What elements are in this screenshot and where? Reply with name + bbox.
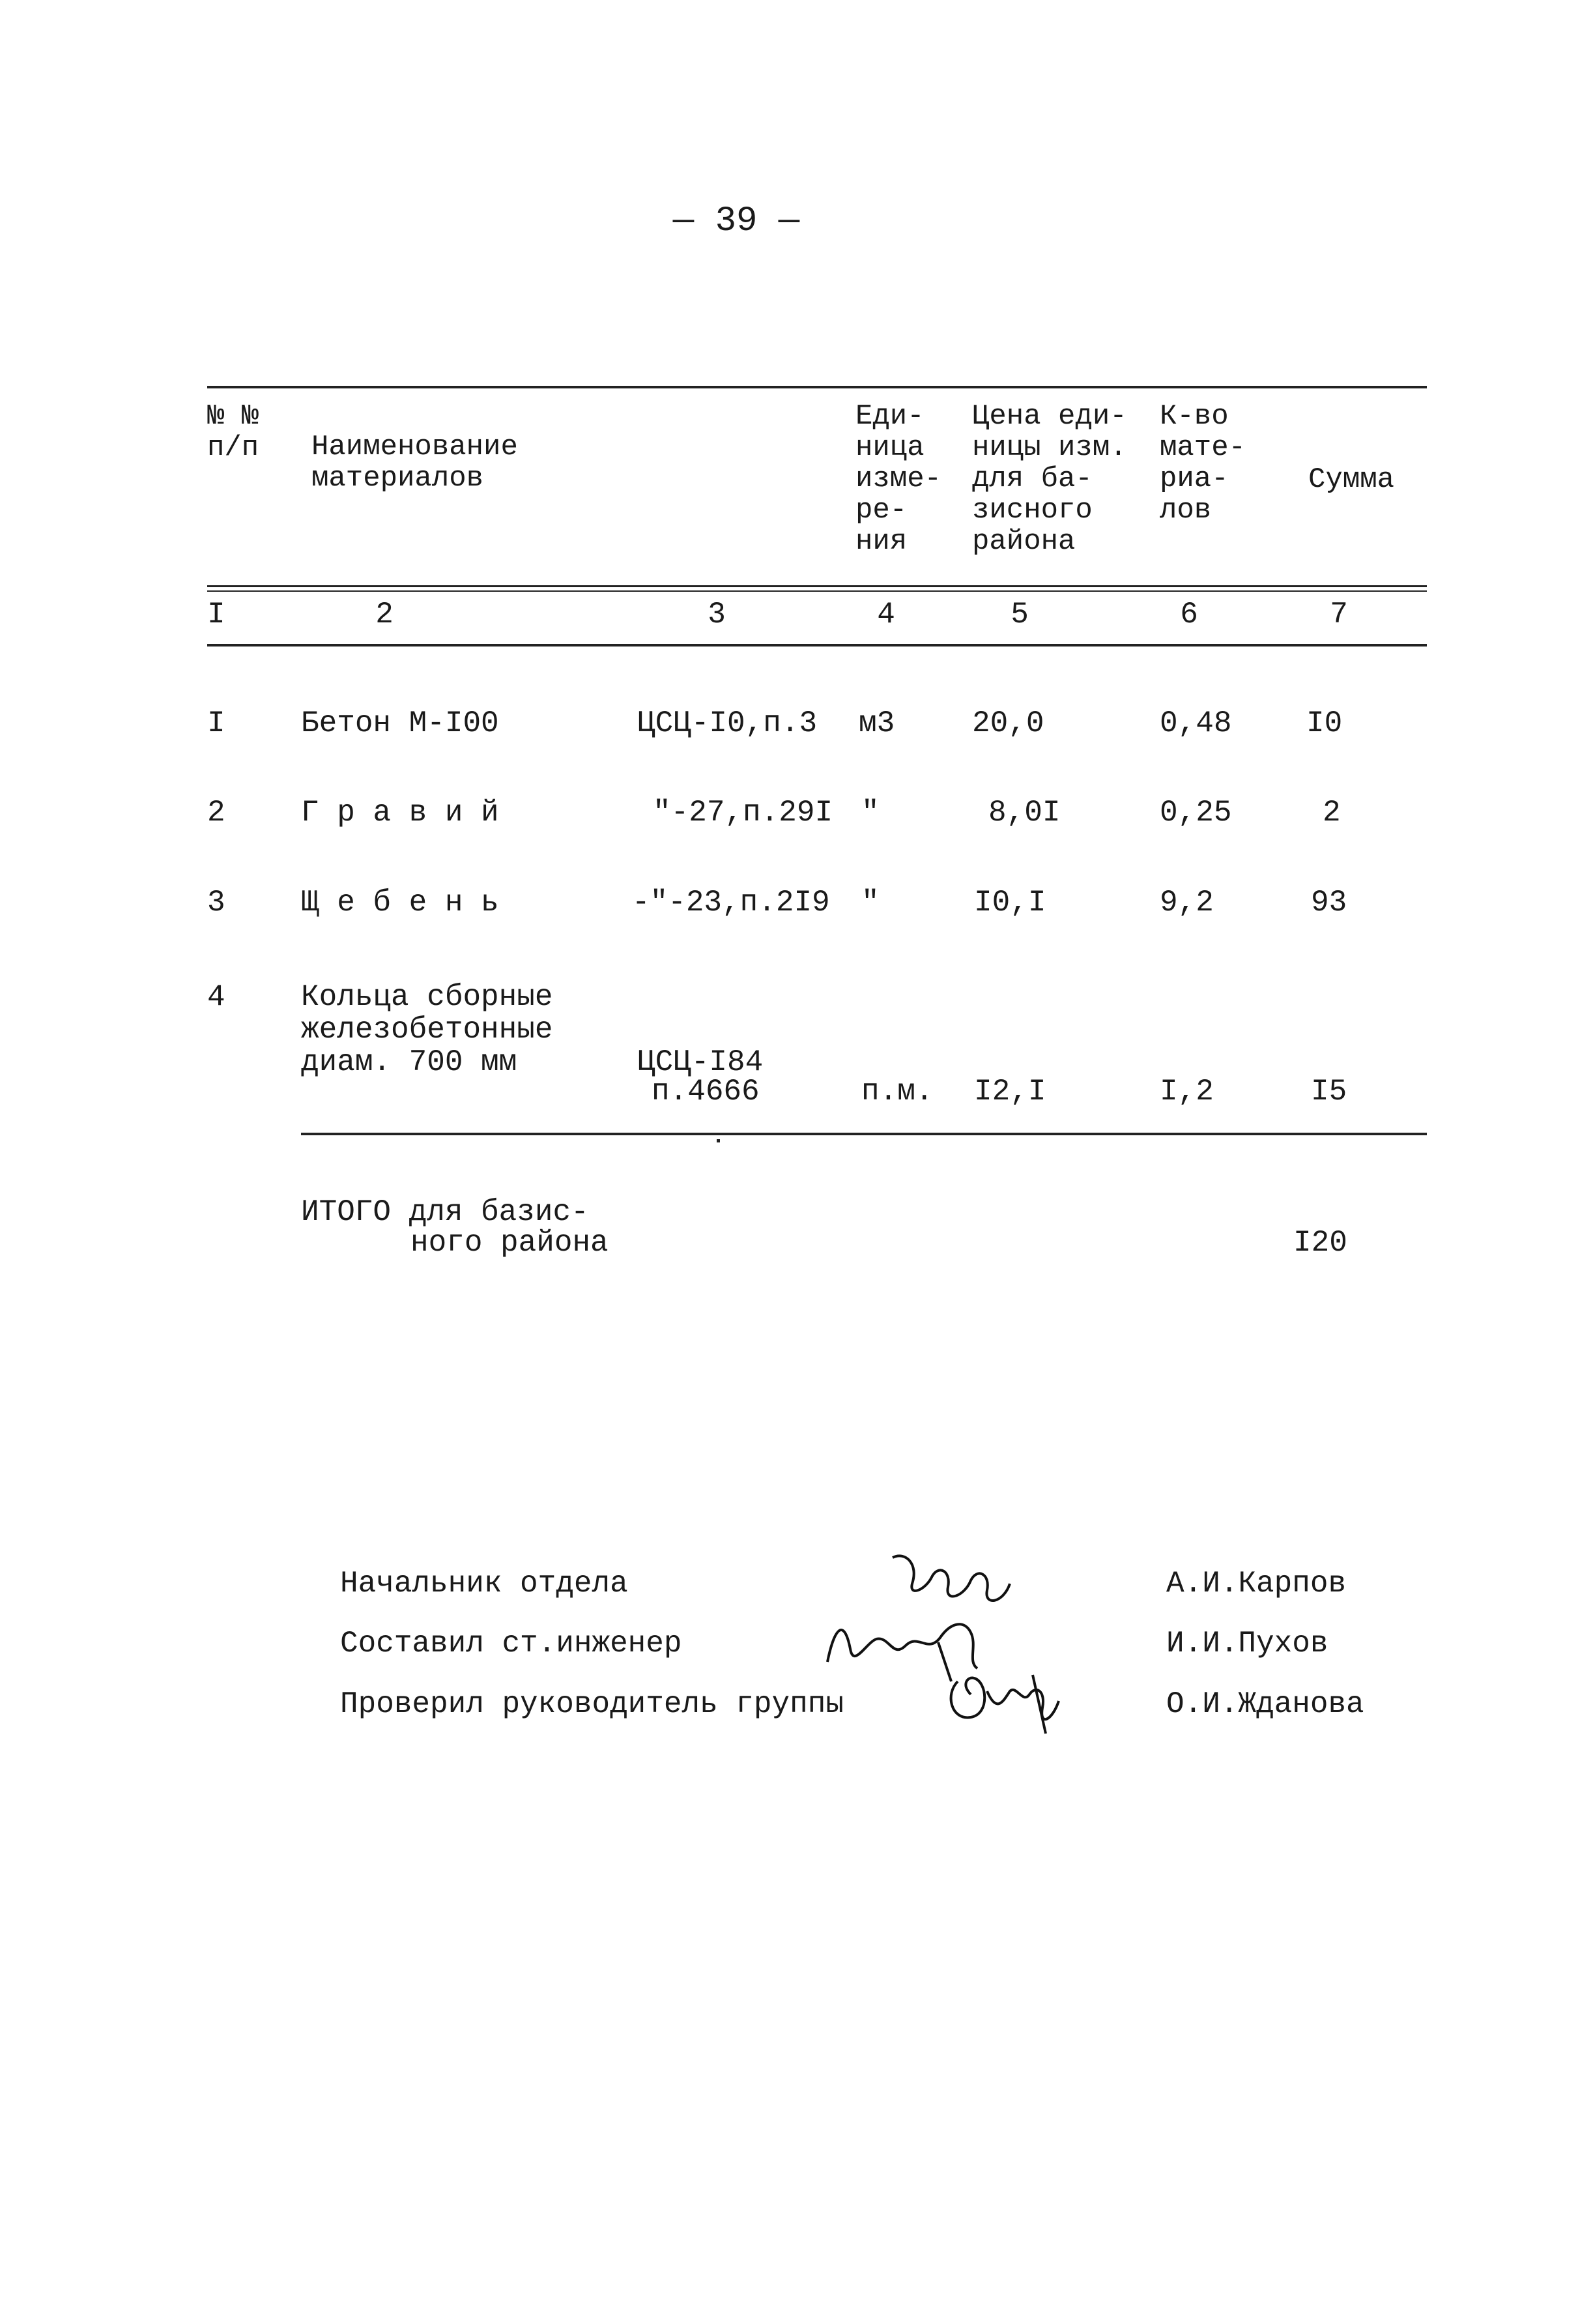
row-2-sum: 2: [1323, 796, 1341, 830]
row-4-price: I2,I: [974, 1075, 1046, 1109]
column-number-rule: [207, 644, 1427, 646]
column-number-4: 4: [877, 598, 895, 632]
signature-name-1: А.И.Карпов: [1166, 1567, 1347, 1601]
row-3-reference: -"-23,п.2I9: [632, 886, 830, 920]
header-rule-2: [207, 590, 1427, 592]
column-number-1: I: [207, 598, 225, 632]
row-4-name-line-1: Кольца сборные: [301, 980, 553, 1014]
header-rule: [207, 585, 1427, 587]
row-3-quantity: 9,2: [1160, 886, 1214, 920]
column-number-6: 6: [1180, 598, 1198, 632]
signature-role-3: Проверил руководитель группы: [340, 1687, 844, 1721]
total-label-line-2: ного района: [410, 1226, 609, 1260]
row-4-name-line-3: диам. 700 мм: [301, 1045, 517, 1079]
row-1-unit: м3: [859, 706, 895, 740]
signature-name-2: И.И.Пухов: [1166, 1627, 1328, 1661]
row-3-name: Щ е б е н ь: [301, 886, 499, 920]
row-3-unit: ": [861, 886, 880, 920]
row-4-number: 4: [207, 980, 225, 1014]
row-1-number: I: [207, 706, 225, 740]
row-4-reference-line-1: ЦСЦ-I84: [637, 1045, 764, 1079]
row-4-quantity: I,2: [1160, 1075, 1214, 1109]
handwritten-signature-3: [938, 1655, 1069, 1740]
row-2-quantity: 0,25: [1160, 796, 1232, 830]
row-2-price: 8,0I: [988, 796, 1061, 830]
total-value: I20: [1293, 1226, 1347, 1260]
header-sum: Сумма: [1308, 463, 1395, 496]
row-3-sum: 93: [1311, 886, 1347, 920]
rule-mark: [717, 1139, 720, 1142]
page-number: — 39 —: [672, 201, 800, 241]
signature-role-1: Начальник отдела: [340, 1567, 628, 1601]
row-1-sum: I0: [1306, 706, 1343, 740]
row-2-reference: "-27,п.29I: [653, 796, 833, 830]
row-1-reference: ЦСЦ-I0,п.3: [637, 706, 818, 740]
row-4-reference-line-2: п.4666: [652, 1075, 760, 1109]
row-2-name: Г р а в и й: [301, 796, 499, 830]
row-1-quantity: 0,48: [1160, 706, 1232, 740]
row-3-number: 3: [207, 886, 225, 920]
row-4-sum: I5: [1311, 1075, 1347, 1109]
table-bottom-rule: [301, 1133, 1427, 1135]
column-number-7: 7: [1330, 598, 1348, 632]
header-name: Наименование материалов: [311, 431, 518, 495]
row-2-unit: ": [861, 796, 880, 830]
row-4-name-line-2: железобетонные: [301, 1013, 553, 1047]
signature-name-3: О.И.Жданова: [1166, 1687, 1364, 1721]
table-top-rule: [207, 386, 1427, 388]
column-number-2: 2: [375, 598, 394, 632]
column-number-5: 5: [1011, 598, 1029, 632]
signature-role-2: Составил ст.инженер: [340, 1627, 682, 1661]
header-unit: Еди- ница изме- ре- ния: [855, 400, 942, 558]
header-price: Цена еди- ницы изм. для ба- зисного района: [972, 400, 1127, 558]
row-3-price: I0,I: [974, 886, 1046, 920]
column-number-3: 3: [708, 598, 726, 632]
row-1-price: 20,0: [972, 706, 1044, 740]
total-label-line-1: ИТОГО для базис-: [301, 1195, 589, 1229]
row-2-number: 2: [207, 796, 225, 830]
row-1-name: Бетон М-I00: [301, 706, 499, 740]
header-quantity: К-во мате- риа- лов: [1160, 400, 1246, 527]
header-number: № № п/п: [207, 400, 259, 464]
row-4-unit: п.м.: [861, 1075, 934, 1109]
